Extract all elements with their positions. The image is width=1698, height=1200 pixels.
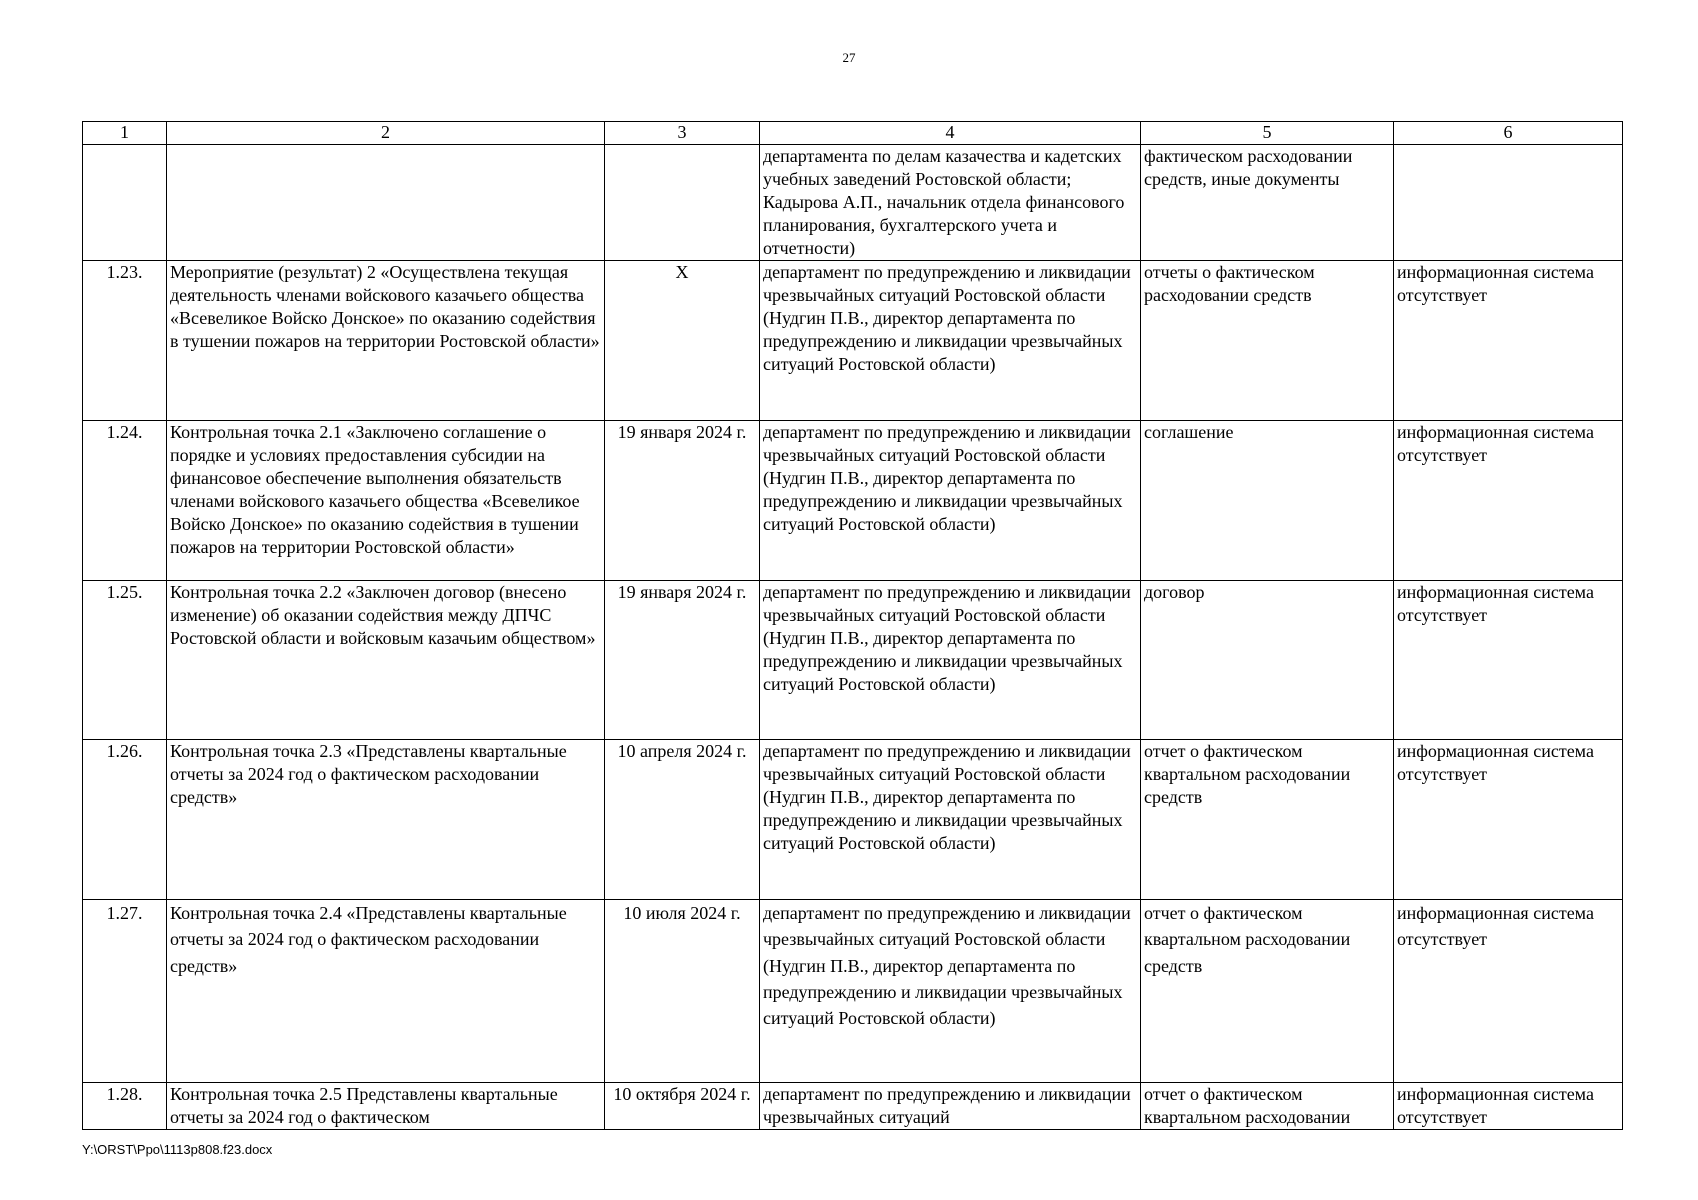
row-system: информационная система отсутствует (1394, 421, 1623, 581)
row-date: 19 января 2024 г. (605, 581, 760, 740)
row-responsible: департамент по предупреждению и ликвидации чрезвычайных ситуаций (760, 1083, 1141, 1130)
column-header: 6 (1394, 122, 1623, 145)
row-system: информационная система отсутствует (1394, 261, 1623, 421)
table-header-row (83, 122, 1623, 145)
row-number: 1.25. (83, 581, 167, 740)
row-name: Контрольная точка 2.1 «Заключено соглашение о порядке и условиях предоставления субсидии на финансовое обеспечение выполнения обязательств членами войскового казачьего общества «Всевеликое Войско Донское» по оказанию содействия в тушении пожаров на территории Ростовской области» (167, 421, 605, 581)
column-header: 3 (605, 122, 760, 145)
table-row (83, 900, 1623, 1083)
table-row (83, 1083, 1623, 1130)
table-row (83, 261, 1623, 421)
column-header: 5 (1141, 122, 1394, 145)
row-responsible: департамент по предупреждению и ликвидации чрезвычайных ситуаций Ростовской области (Нудгин П.В., директор департамента по предупреждению и ликвидации чрезвычайных ситуаций Ростовской области) (760, 900, 1141, 1083)
row-document: соглашение (1141, 421, 1394, 581)
row-date: 10 июля 2024 г. (605, 900, 760, 1083)
page-number: 27 (842, 50, 856, 65)
row-system: информационная система отсутствует (1394, 581, 1623, 740)
row-number: 1.24. (83, 421, 167, 581)
file-path-footer: Y:\ORST\Ppo\1113p808.f23.docx (82, 1142, 273, 1157)
table-row (83, 581, 1623, 740)
row-document: фактическом расходовании средств, иные документы (1141, 145, 1394, 261)
table-row (83, 145, 1623, 261)
row-date: X (605, 261, 760, 421)
column-header: 4 (760, 122, 1141, 145)
activities-table (82, 121, 1623, 1130)
row-number: 1.28. (83, 1083, 167, 1130)
row-name: Мероприятие (результат) 2 «Осуществлена текущая деятельность членами войскового казачьего общества «Всевеликое Войско Донское» по оказанию содействия в тушении пожаров на территории Ростовской области» (167, 261, 605, 421)
row-name: Контрольная точка 2.2 «Заключен договор (внесено изменение) об оказании содействия между ДПЧС Ростовской области и войсковым казачьим обществом» (167, 581, 605, 740)
row-number: 1.23. (83, 261, 167, 421)
row-responsible: департамент по предупреждению и ликвидации чрезвычайных ситуаций Ростовской области (Нудгин П.В., директор департамента по предупреждению и ликвидации чрезвычайных ситуаций Ростовской области) (760, 581, 1141, 740)
row-date: 10 апреля 2024 г. (605, 740, 760, 900)
row-number: 1.27. (83, 900, 167, 1083)
row-number (83, 145, 167, 261)
row-name: Контрольная точка 2.3 «Представлены квартальные отчеты за 2024 год о фактическом расходовании средств» (167, 740, 605, 900)
row-system: информационная система отсутствует (1394, 900, 1623, 1083)
row-system: информационная система отсутствует (1394, 1083, 1623, 1130)
column-header: 1 (83, 122, 167, 145)
row-responsible: департамент по предупреждению и ликвидации чрезвычайных ситуаций Ростовской области (Нудгин П.В., директор департамента по предупреждению и ликвидации чрезвычайных ситуаций Ростовской области) (760, 421, 1141, 581)
row-date: 10 октября 2024 г. (605, 1083, 760, 1130)
table-row (83, 740, 1623, 900)
row-date: 19 января 2024 г. (605, 421, 760, 581)
row-system: информационная система отсутствует (1394, 740, 1623, 900)
row-number: 1.26. (83, 740, 167, 900)
row-document: договор (1141, 581, 1394, 740)
row-responsible: департамент по предупреждению и ликвидации чрезвычайных ситуаций Ростовской области (Нудгин П.В., директор департамента по предупреждению и ликвидации чрезвычайных ситуаций Ростовской области) (760, 740, 1141, 900)
row-system (1394, 145, 1623, 261)
row-document: отчет о фактическом квартальном расходовании средств (1141, 740, 1394, 900)
row-name (167, 145, 605, 261)
row-document: отчет о фактическом квартальном расходовании средств (1141, 900, 1394, 1083)
row-document: отчеты о фактическом расходовании средств (1141, 261, 1394, 421)
row-document: отчет о фактическом квартальном расходовании (1141, 1083, 1394, 1130)
row-responsible: департамента по делам казачества и кадетских учебных заведений Ростовской области; Кадырова А.П., начальник отдела финансового планирования, бухгалтерского учета и отчетности) (760, 145, 1141, 261)
row-date (605, 145, 760, 261)
row-name: Контрольная точка 2.4 «Представлены квартальные отчеты за 2024 год о фактическом расходовании средств» (167, 900, 605, 1083)
table-row (83, 421, 1623, 581)
column-header: 2 (167, 122, 605, 145)
row-name: Контрольная точка 2.5 Представлены квартальные отчеты за 2024 год о фактическом (167, 1083, 605, 1130)
row-responsible: департамент по предупреждению и ликвидации чрезвычайных ситуаций Ростовской области (Нудгин П.В., директор департамента по предупреждению и ликвидации чрезвычайных ситуаций Ростовской области) (760, 261, 1141, 421)
